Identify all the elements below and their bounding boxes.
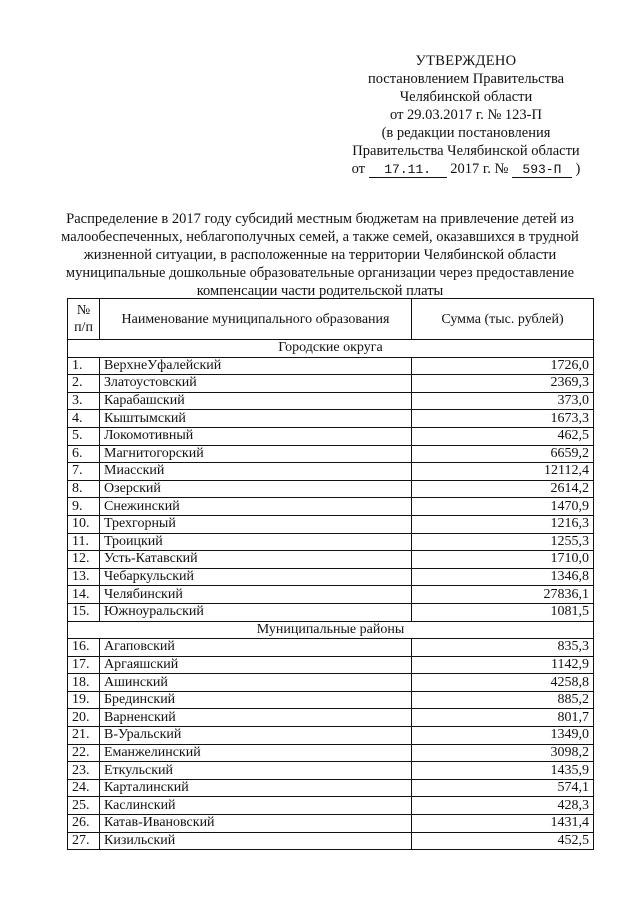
municipality-name: Карабашский: [100, 392, 412, 410]
municipality-name: Ашинский: [100, 674, 412, 692]
subsidy-amount: 574,1: [412, 779, 594, 797]
subsidy-amount: 27836,1: [412, 586, 594, 604]
row-number: 3.: [68, 392, 100, 410]
table-row: [68, 533, 594, 551]
municipality-name: Миасский: [100, 463, 412, 481]
row-number: 21.: [68, 727, 100, 745]
table-row: [68, 586, 594, 604]
approval-line: (в редакции постановления: [381, 125, 551, 141]
municipality-name: Еманжелинский: [100, 744, 412, 762]
row-number: 11.: [68, 533, 100, 551]
subsidy-amount: 6659,2: [412, 445, 594, 463]
subsidy-amount: 1216,3: [412, 515, 594, 533]
table-row: [68, 691, 594, 709]
row-number: 15.: [68, 603, 100, 621]
date-prefix: от: [351, 161, 366, 177]
subsidy-amount: 3098,2: [412, 744, 594, 762]
municipality-name: Катав-Ивановский: [100, 815, 412, 833]
subsidy-amount: 1470,9: [412, 498, 594, 516]
municipality-name: Златоустовский: [100, 375, 412, 393]
row-number: 13.: [68, 568, 100, 586]
row-number: 23.: [68, 762, 100, 780]
municipality-name: Челябинский: [100, 586, 412, 604]
municipality-name: Брединский: [100, 691, 412, 709]
table-row: [68, 392, 594, 410]
subsidy-amount: 1673,3: [412, 410, 594, 428]
municipality-name: Снежинский: [100, 498, 412, 516]
approval-title: УТВЕРЖДЕНО: [415, 53, 517, 69]
subsidy-amount: 1255,3: [412, 533, 594, 551]
table-row: [68, 674, 594, 692]
municipality-name: Карталинский: [100, 779, 412, 797]
row-number: 22.: [68, 744, 100, 762]
approval-line: постановлением Правительства: [367, 71, 565, 87]
row-number: 27.: [68, 832, 100, 850]
municipality-name: Еткульский: [100, 762, 412, 780]
section-title: Муниципальные районы: [68, 621, 594, 639]
row-number: 24.: [68, 779, 100, 797]
subsidy-amount: 835,3: [412, 639, 594, 657]
table-row: [68, 375, 594, 393]
municipality-name: Магнитогорский: [100, 445, 412, 463]
approval-date-line: [330, 160, 602, 178]
table-row: [68, 709, 594, 727]
table-row: [68, 410, 594, 428]
municipality-name: Южноуральский: [100, 603, 412, 621]
subsidy-amount: 462,5: [412, 427, 594, 445]
approval-line: от 29.03.2017 г. № 123-П: [390, 107, 542, 123]
table-row: [68, 744, 594, 762]
subsidy-amount: 1726,0: [412, 357, 594, 375]
table-row: [68, 357, 594, 375]
section-row: [68, 621, 594, 639]
table-row: [68, 832, 594, 850]
section-title: Городские округа: [68, 340, 594, 358]
subsidy-amount: 1710,0: [412, 551, 594, 569]
section-row: [68, 340, 594, 358]
row-number: 9.: [68, 498, 100, 516]
municipality-name: Агаповский: [100, 639, 412, 657]
row-number: 26.: [68, 815, 100, 833]
header-number: № п/п: [68, 299, 100, 340]
table-body: [68, 340, 594, 850]
table-row: [68, 815, 594, 833]
subsidy-amount: 1081,5: [412, 603, 594, 621]
row-number: 2.: [68, 375, 100, 393]
approval-line: Правительства Челябинской области: [352, 143, 580, 159]
subsidy-amount: 4258,8: [412, 674, 594, 692]
table-row: [68, 515, 594, 533]
table-row: [68, 480, 594, 498]
subsidy-amount: 428,3: [412, 797, 594, 815]
row-number: 7.: [68, 463, 100, 481]
subsidy-amount: 2614,2: [412, 480, 594, 498]
row-number: 8.: [68, 480, 100, 498]
municipality-name: Варненский: [100, 709, 412, 727]
subsidy-amount: 1431,4: [412, 815, 594, 833]
municipality-name: Троицкий: [100, 533, 412, 551]
row-number: 20.: [68, 709, 100, 727]
municipality-name: Локомотивный: [100, 427, 412, 445]
municipality-name: Кизильский: [100, 832, 412, 850]
row-number: 4.: [68, 410, 100, 428]
table-row: [68, 463, 594, 481]
municipality-name: Чебаркульский: [100, 568, 412, 586]
date-suffix: ): [575, 161, 581, 177]
table-row: [68, 445, 594, 463]
subsidy-table: [67, 298, 594, 850]
table-row: [68, 498, 594, 516]
row-number: 17.: [68, 656, 100, 674]
table-row: [68, 727, 594, 745]
municipality-name: Кыштымский: [100, 410, 412, 428]
subsidy-amount: 801,7: [412, 709, 594, 727]
municipality-name: Трехгорный: [100, 515, 412, 533]
table-row: [68, 639, 594, 657]
row-number: 1.: [68, 357, 100, 375]
table-row: [68, 603, 594, 621]
municipality-name: Аргаяшский: [100, 656, 412, 674]
table-row: [68, 797, 594, 815]
table-row: [68, 427, 594, 445]
municipality-name: Каслинский: [100, 797, 412, 815]
subsidy-amount: 452,5: [412, 832, 594, 850]
header-amount: Сумма (тыс. рублей): [412, 299, 594, 340]
municipality-name: ВерхнеУфалейский: [100, 357, 412, 375]
date-mid: 2017 г. №: [450, 161, 509, 177]
document-number: 593-П: [512, 162, 572, 178]
date-value: 17.11.: [369, 162, 447, 178]
municipality-name: Усть-Катавский: [100, 551, 412, 569]
municipality-name: В-Уральский: [100, 727, 412, 745]
table-row: [68, 779, 594, 797]
subsidy-amount: 12112,4: [412, 463, 594, 481]
subsidy-amount: 1349,0: [412, 727, 594, 745]
approval-line: Челябинской области: [399, 89, 533, 105]
row-number: 16.: [68, 639, 100, 657]
table-header-row: [68, 299, 594, 340]
subsidy-amount: 885,2: [412, 691, 594, 709]
row-number: 19.: [68, 691, 100, 709]
subsidy-amount: 373,0: [412, 392, 594, 410]
subsidy-amount: 2369,3: [412, 375, 594, 393]
table-row: [68, 568, 594, 586]
subsidy-amount: 1346,8: [412, 568, 594, 586]
row-number: 6.: [68, 445, 100, 463]
approval-block: [330, 52, 602, 178]
row-number: 14.: [68, 586, 100, 604]
table-row: [68, 551, 594, 569]
row-number: 5.: [68, 427, 100, 445]
table-row: [68, 762, 594, 780]
row-number: 25.: [68, 797, 100, 815]
table-row: [68, 656, 594, 674]
row-number: 18.: [68, 674, 100, 692]
subsidy-amount: 1142,9: [412, 656, 594, 674]
subsidy-amount: 1435,9: [412, 762, 594, 780]
row-number: 10.: [68, 515, 100, 533]
document-heading: Распределение в 2017 году субсидий местным бюджетам на привлечение детей из малообеспеченных, неблагополучных семей, а также семей, оказавшихся в трудной жизненной ситуации, в расположенные на территории Челябинской области муниципальные дошкольные образовательные организации через предоставление компенсации части родительской платы: [61, 211, 579, 299]
row-number: 12.: [68, 551, 100, 569]
municipality-name: Озерский: [100, 480, 412, 498]
header-name: Наименование муниципального образования: [100, 299, 412, 340]
